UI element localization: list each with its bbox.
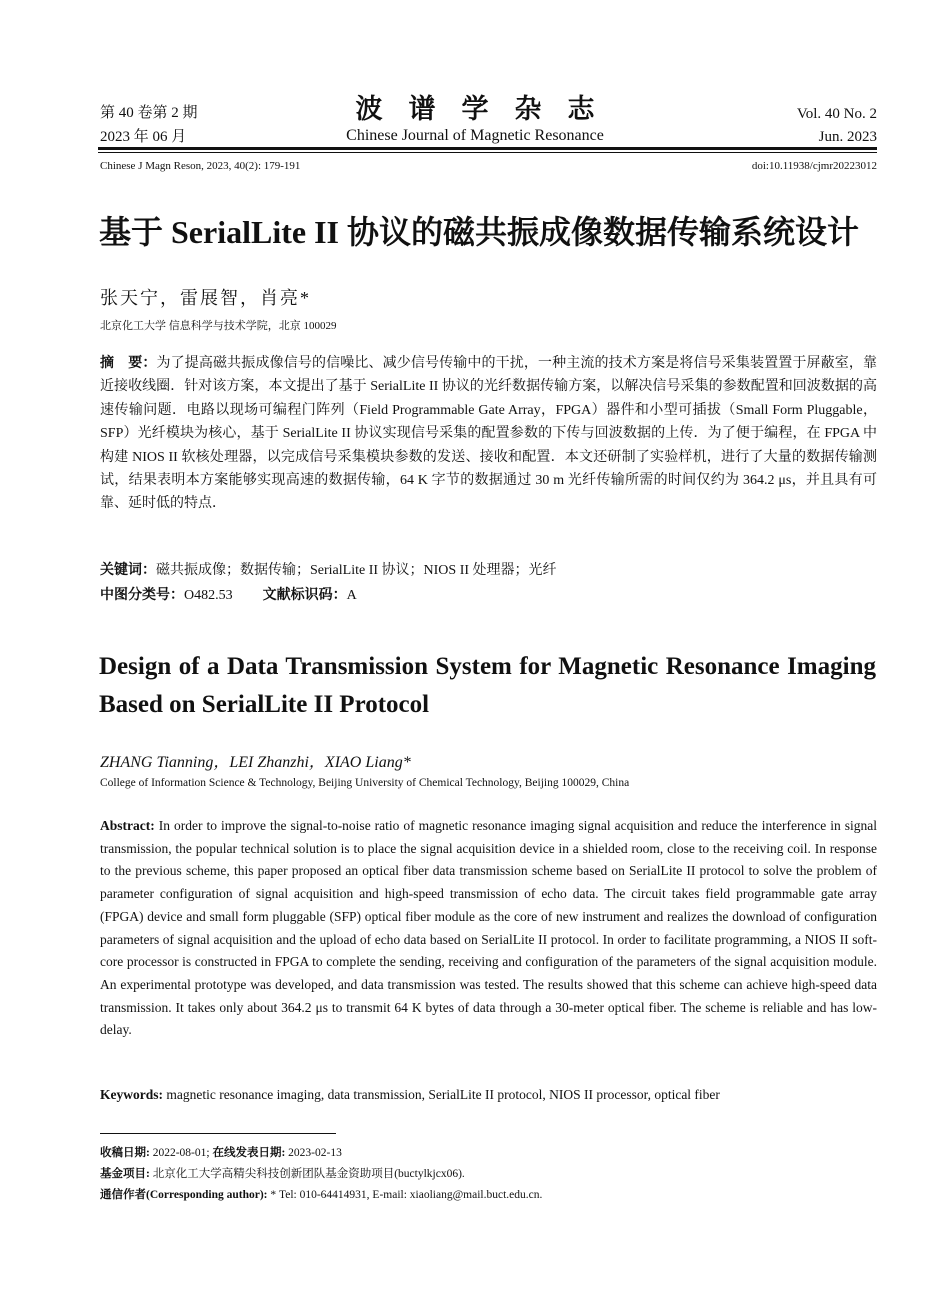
date-en: Jun. 2023: [818, 129, 877, 145]
fund-value: 北京化工大学高精尖科技创新团队基金资助项目(buctylkjcx06).: [152, 1168, 465, 1180]
class-value: O482.53: [184, 588, 233, 603]
doccode-value: A: [346, 588, 357, 603]
journal-title-en: Chinese Journal of Magnetic Resonance: [346, 127, 604, 144]
keywords-text-en: magnetic resonance imaging, data transmission, SerialLite II protocol, NIOS II processor, optical fiber: [166, 1087, 720, 1102]
abstract-label-cn: 摘 要：: [100, 356, 157, 371]
corr-value[interactable]: * Tel: 010-64414931, E-mail: xiaoliang@mail.buct.edu.cn.: [270, 1189, 543, 1201]
abstract-text-cn: 为了提高磁共振成像信号的信噪比、减少信号传输中的干扰，一种主流的技术方案是将信号采集装置置于屏蔽室，靠近接收线圈．针对该方案，本文提出了基于 SerialLite II 协议的光纤数据传输方案，以解决信号采集的参数配置和回波数据的高速传输问题．电路以现场可编程门阵列（Field Programmable Gate Array，FPGA）器件和小型可插拔（Small Form Pluggable，SFP）光纤模块为核心，基于 SerialLite II 协议实现信号采集的配置参数的下传与回波数据的上传．为了便于编程，在 FPGA 中构建 NIOS II 软核处理器，以完成信号采集模块参数的发送、接收和配置．本文还研制了实验样机，进行了大量的数据传输测试，结果表明本方案能够实现高速的数据传输，64 K 字节的数据通过 30 m 光纤传输所需的时间仅约为 364.2 μs，并且具有可靠、延时低的特点．: [100, 356, 878, 512]
footnote-fund: [100, 1164, 465, 1184]
abstract-label-en: Abstract:: [100, 818, 155, 833]
abstract-cn: [100, 352, 877, 516]
volume-en: Vol. 40 No. 2: [796, 106, 877, 122]
corr-label: 通信作者(Corresponding author):: [100, 1189, 268, 1201]
date-cn: 2023 年 06 月: [100, 129, 187, 145]
online-value: 2023-02-13: [288, 1147, 342, 1159]
journal-issue-en: [797, 103, 877, 149]
header-rule-thick: [98, 147, 877, 150]
authors-en: ZHANG Tianning，LEI Zhanzhi，XIAO Liang*: [100, 754, 411, 771]
fund-label: 基金项目:: [100, 1168, 150, 1180]
affiliation-cn: 北京化工大学 信息科学与技术学院，北京 100029: [100, 320, 337, 332]
keywords-label-en: Keywords:: [100, 1087, 163, 1102]
keywords-cn: [100, 559, 557, 583]
abstract-en: [100, 815, 877, 1042]
header-rule-thin: [98, 152, 877, 153]
classification-cn: [100, 584, 357, 608]
online-label: 在线发表日期:: [212, 1147, 286, 1159]
abstract-text-en: In order to improve the signal-to-noise ratio of magnetic resonance imaging signal acquisition and reduce the interference in signal transmission, the popular technical solution is to place the signal acquisition device in a shielded room, close to the receiving coil. In response to the previous scheme, this paper proposed an optical fiber data transmission scheme based on SerialLite II protocol to solve the problem of parameter configuration of signal acquisition and high-speed transmission of echo data. The circuit takes field programmable gate array (FPGA) device and small form pluggable (SFP) optical fiber module as the core of new instrument and realizes the download of configuration parameters of signal acquisition and the upload of echo data based on SerialLite II protocol. In order to facilitate programming, a NIOS II soft-core processor is constructed in FPGA to complete the sending, receiving and configuration of the parameters of the signal acquisition module. An experimental prototype was developed, and data transmission was tested. The results showed that this scheme can achieve high-speed data transmission. It takes only about 364.2 μs to transmit 64 K bytes of data through a 30-meter optical fiber. The scheme is reliable and has low-delay.: [100, 818, 877, 1038]
journal-title-cn: 波谱学杂志: [355, 94, 621, 124]
doi[interactable]: doi:10.11938/cjmr20223012: [751, 160, 877, 172]
footnote-corresponding: [100, 1185, 542, 1205]
title-en: Design of a Data Transmission System for Magnetic Resonance Imaging Based on SerialLite II Protocol: [99, 653, 876, 718]
volume-cn: 第 40 卷第 2 期: [100, 105, 198, 121]
footnote-dates: [100, 1143, 342, 1163]
keywords-text-cn: 磁共振成像；数据传输；SerialLite II 协议；NIOS II 处理器；光纤: [156, 563, 557, 578]
citation: Chinese J Magn Reson, 2023, 40(2): 179-191: [100, 160, 301, 172]
received-value: 2022-08-01;: [152, 1147, 210, 1159]
affiliation-en: College of Information Science & Technology, Beijing University of Chemical Technology, Beijing 100029, China: [100, 777, 630, 789]
keywords-en: [100, 1087, 720, 1103]
footnote-rule: [100, 1133, 336, 1134]
doccode-label: 文献标识码：: [262, 588, 347, 603]
received-label: 收稿日期:: [100, 1147, 150, 1159]
class-label: 中图分类号：: [100, 588, 184, 603]
title-cn: 基于 SerialLite II 协议的磁共振成像数据传输系统设计: [99, 214, 859, 250]
keywords-label-cn: 关键词：: [100, 563, 156, 578]
authors-cn: 张天宁，雷展智，肖亮*: [100, 288, 311, 308]
